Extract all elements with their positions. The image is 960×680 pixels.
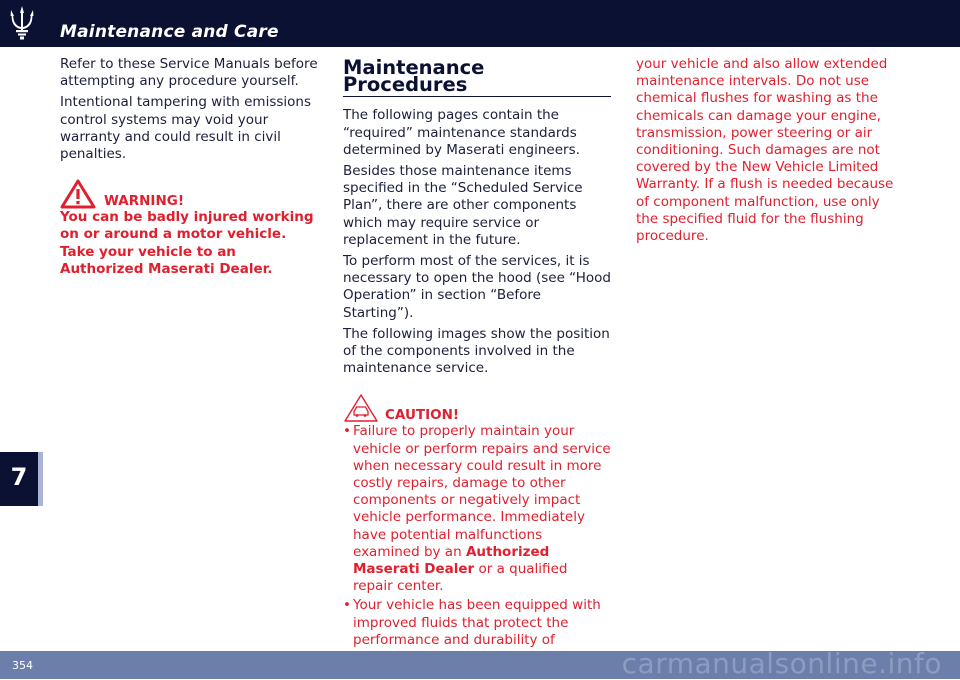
warning-text: You can be badly injured working on or around a motor vehicle. Take your vehicle to an Authorized Maserati Dealer.	[60, 209, 314, 277]
warning-label: WARNING!	[104, 193, 184, 210]
warning-header	[60, 179, 320, 209]
page-header	[0, 0, 960, 47]
chapter-tab	[0, 452, 43, 506]
chapter-number: 7	[10, 463, 28, 491]
caution-car-icon	[343, 393, 379, 423]
left-column	[60, 56, 320, 282]
list-item	[343, 423, 611, 595]
paragraph: Besides those maintenance items specified in the “Scheduled Service Plan”, there are other components which may require service or replacement in the future.	[343, 163, 583, 248]
watermark: carmanualsonline.info	[621, 647, 942, 680]
bullet-text: Failure to properly maintain your vehicle or perform repairs and service when necessary could result in more costly repairs, damage to other components or negatively impact vehicle performance. Immediately have potential malfunctions examined by an	[353, 423, 611, 560]
page-title: Maintenance and Care	[60, 22, 279, 42]
list-item: • Your vehicle has been equipped with improved fluids that protect the performance and durability of	[343, 597, 611, 649]
caution-label: CAUTION!	[385, 407, 460, 424]
paragraph: The following images show the position of the components involved in the maintenance service.	[343, 325, 610, 377]
section-title: Maintenance Procedures	[343, 59, 611, 97]
page-number: 354	[12, 659, 33, 672]
paragraph: Intentional tampering with emissions control systems may void your warranty and could result in civil penalties.	[60, 94, 311, 163]
paragraph: The following pages contain the “required” maintenance standards determined by Maserati engineers.	[343, 107, 580, 158]
dealer-emphasis: Authorized Maserati Dealer	[353, 543, 550, 578]
warning-icon	[60, 179, 96, 209]
right-column	[636, 56, 898, 249]
paragraph: Refer to these Service Manuals before attempting any procedure yourself.	[60, 56, 318, 90]
bullet-text: or a qualified repair center.	[353, 561, 568, 595]
maserati-trident-logo	[9, 4, 35, 42]
caution-header	[343, 393, 611, 423]
paragraph: To perform most of the services, it is necessary to open the hood (see “Hood Operation” in section “Before Starting”).	[343, 253, 611, 321]
caution-list	[343, 423, 611, 649]
middle-column	[343, 56, 611, 651]
paragraph: your vehicle and also allow extended maintenance intervals. Do not use chemical flushes for washing as the chemicals can damage your engine, transmission, power steering or air conditioning. Such damages are not covered by the New Vehicle Limited Warranty. If a flush is needed because of component malfunction, use only the specified fluid for the flushing procedure.	[636, 56, 894, 245]
